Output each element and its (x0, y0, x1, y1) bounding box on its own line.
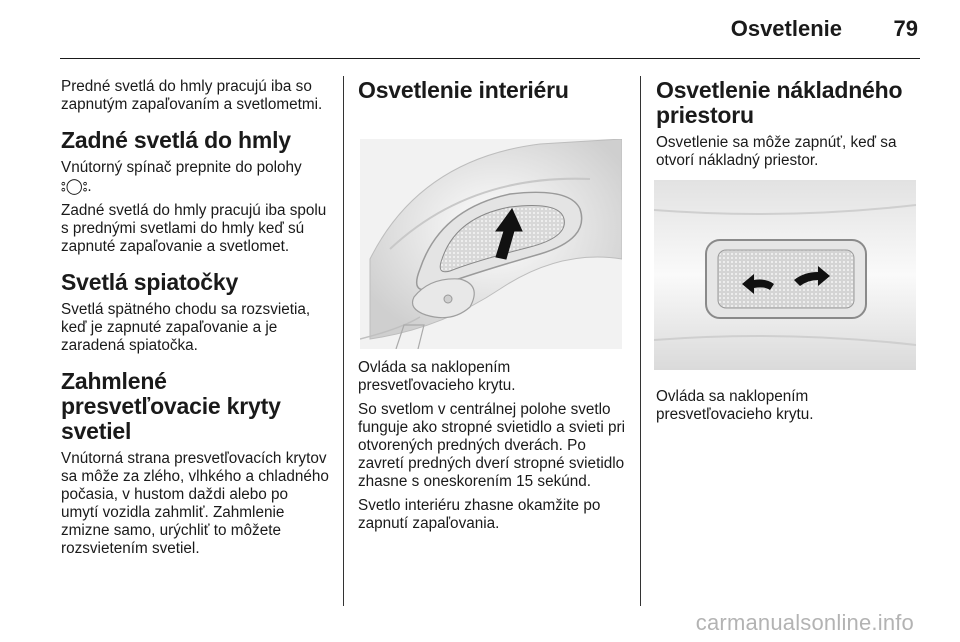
column-3 (656, 78, 924, 430)
interior-light-heading: Osvetlenie interiéru (358, 77, 569, 103)
interior-light-caption: Ovláda sa naklopením presvetľovacieho krytu. (358, 359, 516, 394)
fogged-covers-heading: Zahmlené presvetľovacie kryty svetiel (61, 368, 281, 444)
interior-light-illustration (360, 139, 622, 349)
cargo-light-caption: Ovláda sa naklopením presvetľovacieho krytu. (656, 388, 814, 423)
column-2 (358, 78, 626, 539)
fogged-covers-p1: Vnútorná strana presvetľovacích krytov sa môže za zlého, vlhkého a chladného počasia, v hustom daždi alebo po umytí vozidla zahmliť. Zahmlenie zmizne samo, urýchliť to môžete rozsvietením svetiel. (61, 450, 329, 557)
reverse-lights-p1: Svetlá spätného chodu sa rozsvietia, keď je zapnuté zapaľovanie a je zaradená spiatočka. (61, 301, 311, 354)
column-divider-1 (343, 76, 344, 606)
watermark: carmanualsonline.info (695, 610, 914, 635)
rear-fog-p1 (61, 159, 329, 196)
header-title: Osvetlenie (730, 16, 842, 41)
interior-light-p1: So svetlom v centrálnej polohe svetlo funguje ako stropné svietidlo a svieti pri otvorených predných dverách. Po zavretí predných dverí stropné svietidlo zhasne s oneskorením 15 sekúnd. (358, 401, 625, 490)
header-rule (60, 58, 920, 59)
rear-fog-heading: Zadné svetlá do hmly (61, 127, 291, 153)
reverse-lights-heading: Svetlá spiatočky (61, 269, 239, 295)
fog-lights-intro: Predné svetlá do hmly pracujú iba so zapnutým zapaľovaním a svetlometmi. (61, 78, 323, 113)
interior-light-drawing (360, 139, 622, 349)
column-divider-2 (640, 76, 641, 606)
page-number: 79 (893, 16, 918, 41)
rear-fog-symbol-icon: ⦂◯⦂ (61, 177, 88, 195)
interior-light-p2: Svetlo interiéru zhasne okamžite po zapnutí zapaľovania. (358, 497, 601, 532)
page-header (0, 0, 960, 60)
cargo-light-illustration (654, 180, 916, 370)
column-1 (61, 78, 329, 564)
cargo-light-p1: Osvetlenie sa môže zapnúť, keď sa otvorí nákladný priestor. (656, 134, 897, 169)
rear-fog-p1-end: . (87, 178, 92, 195)
cargo-light-drawing (654, 180, 916, 370)
rear-fog-p2: Zadné svetlá do hmly pracujú iba spolu s prednými svetlami do hmly keď sú zapnuté zapaľovanie a svetlomet. (61, 202, 327, 255)
rear-fog-p1-text: Vnútorný spínač prepnite do polohy (61, 159, 302, 176)
cargo-light-heading: Osvetlenie nákladného priestoru (656, 77, 903, 128)
